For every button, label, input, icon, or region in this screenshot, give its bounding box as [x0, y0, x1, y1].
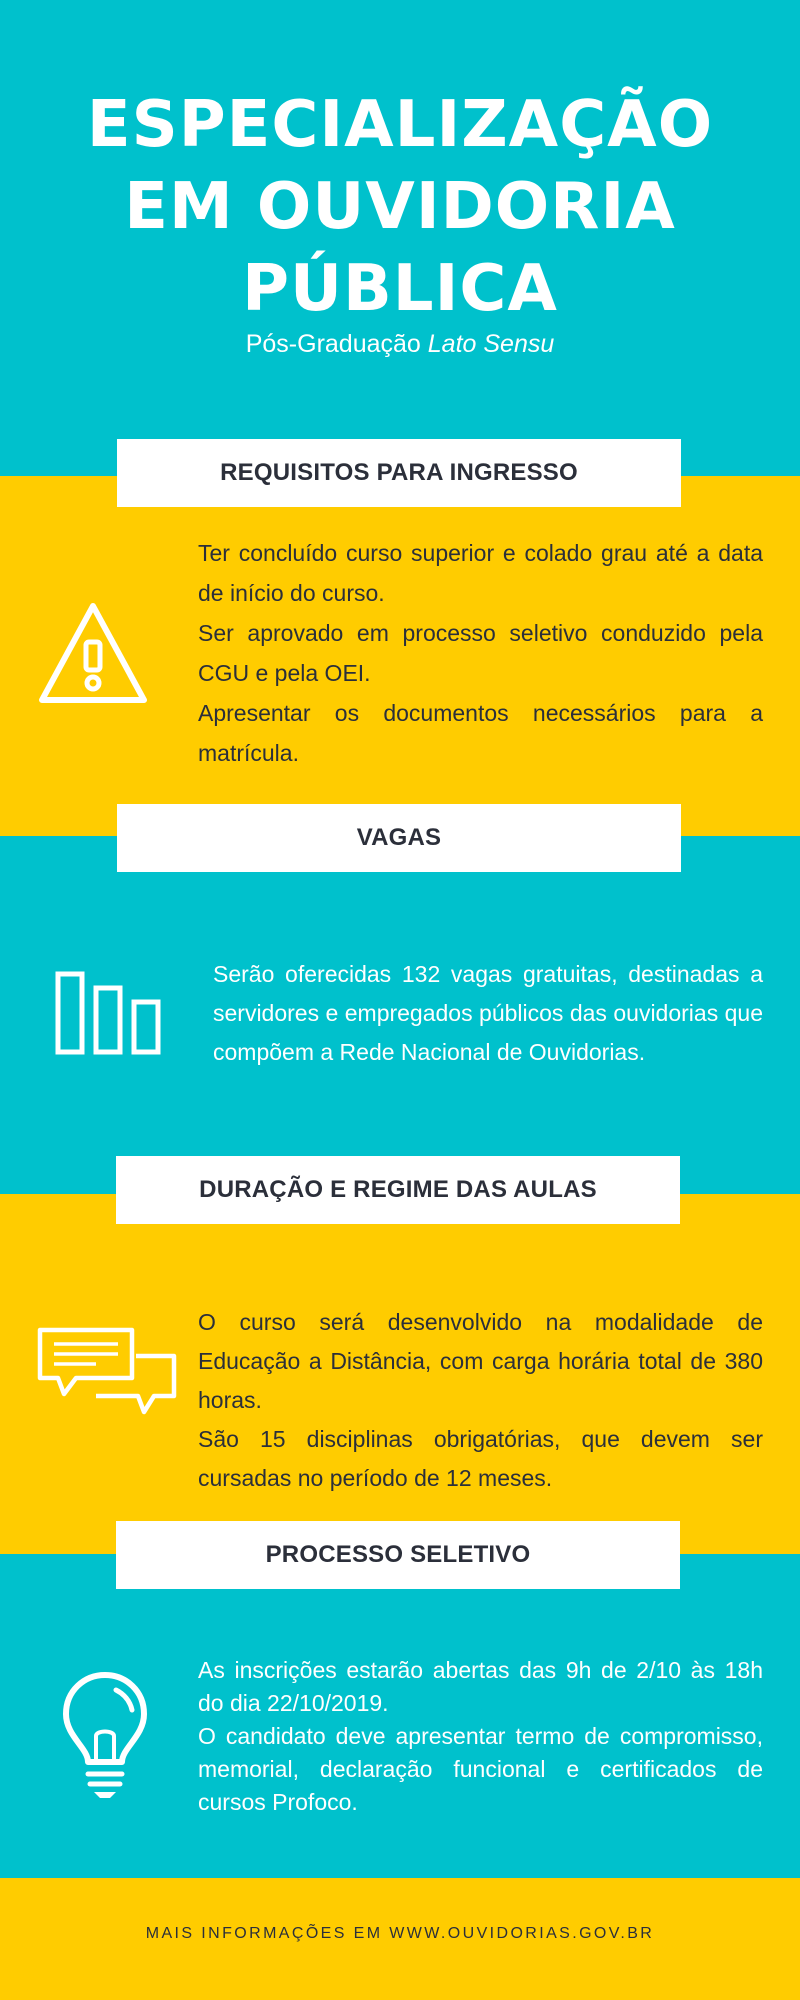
title-line-3: PÚBLICA: [242, 252, 558, 326]
subtitle-italic: Lato Sensu: [427, 330, 555, 358]
page-subtitle: [0, 330, 800, 359]
processo-item-1: As inscrições estarão abertas das 9h de 2/10 às 18h do dia 22/10/2019.: [198, 1657, 763, 1716]
bar-chart-icon: [54, 970, 162, 1056]
processo-item-2: O candidato deve apresentar termo de compromisso, memorial, declaração funcional e certificados de cursos Profoco.: [198, 1723, 763, 1815]
title-line-2: EM OUVIDORIA: [124, 170, 676, 244]
vagas-text: [213, 955, 763, 1072]
duracao-text: [198, 1303, 763, 1498]
requisitos-item-3: Apresentar os documentos necessários para a matrícula.: [198, 700, 763, 766]
requisitos-label: REQUISITOS PARA INGRESSO: [117, 439, 681, 507]
requisitos-item-1: Ter concluído curso superior e colado grau até a data de início do curso.: [198, 540, 763, 606]
chat-bubbles-icon: [36, 1326, 178, 1420]
processo-label: PROCESSO SELETIVO: [116, 1521, 680, 1589]
requisitos-item-2: Ser aprovado em processo seletivo conduzido pela CGU e pela OEI.: [198, 620, 763, 686]
title-line-1: ESPECIALIZAÇÃO: [86, 88, 714, 162]
duracao-label: DURAÇÃO E REGIME DAS AULAS: [116, 1156, 680, 1224]
requisitos-text: [198, 533, 763, 773]
processo-text: [198, 1654, 763, 1819]
footer-info: MAIS INFORMAÇÕES EM WWW.OUVIDORIAS.GOV.BR: [145, 1925, 655, 1942]
duracao-item-2: São 15 disciplinas obrigatórias, que devem ser cursadas no período de 12 meses.: [198, 1426, 763, 1491]
lightbulb-icon: [58, 1670, 152, 1804]
duracao-item-1: O curso será desenvolvido na modalidade de Educação a Distância, com carga horária total de 380 horas.: [198, 1309, 763, 1413]
page-title: [0, 84, 800, 330]
subtitle-main: Pós-Graduação: [245, 330, 428, 358]
vagas-item-1: Serão oferecidas 132 vagas gratuitas, destinadas a servidores e empregados públicos das ouvidorias que compõem a Rede Nacional de Ouvidorias.: [213, 961, 763, 1065]
warning-icon: [36, 600, 150, 706]
vagas-label: VAGAS: [117, 804, 681, 872]
